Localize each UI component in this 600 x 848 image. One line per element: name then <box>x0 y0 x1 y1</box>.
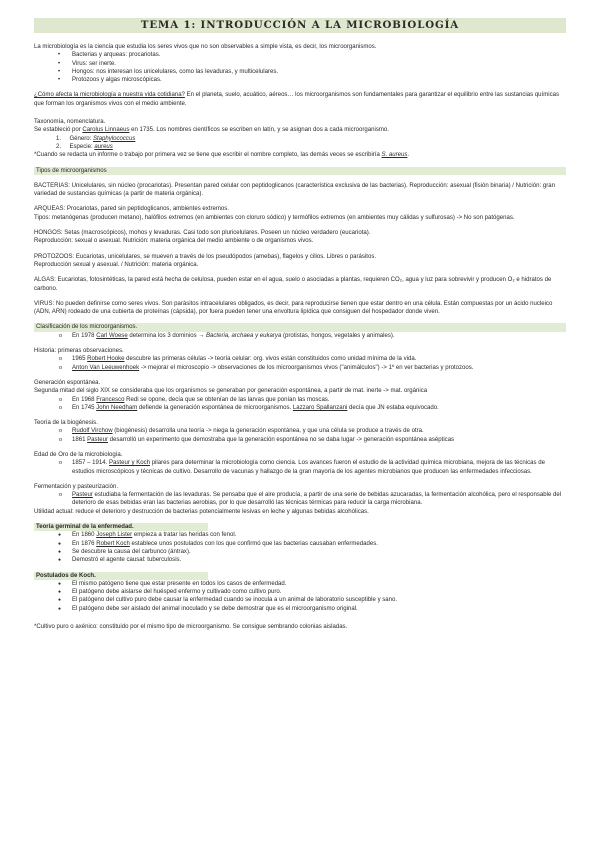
golden-age-heading: Edad de Oro de la microbiología. <box>34 451 123 458</box>
spallanzani-link[interactable]: Lazzaro Spallanzani <box>292 404 348 411</box>
history-heading: Historia: primeras observaciones. <box>34 348 124 355</box>
list-item: ● En 1876 Robert Koch establece unos postulados con los que confirmó que las bacterias causaban enfermedades. <box>34 540 566 548</box>
list-item: o 1965 Robert Hooke descubre las primeras células -> teoría celular: org. vivos están constituidos como unidad mínima de la vida. <box>34 355 566 363</box>
list-item: • Hongos: nos interesan los unicelulares, como las levaduras, y multicelulares. <box>34 68 566 76</box>
question-text: En el planeta, suelo, acuático, aéreos… los microorganismos son fundamentales para garantizar el equilibrio entre las sustancias químicas que forman los organismos vivos con el medio ambiente. <box>34 92 560 107</box>
germ-theory-heading: Teoría germinal de la enfermedad. <box>34 523 208 531</box>
lister-link[interactable]: Joseph Lister <box>96 532 133 539</box>
koch-postulates-heading: Postulados de Koch. <box>34 572 208 580</box>
biogenesis-heading: Teoría de la biogénesis. <box>34 420 98 427</box>
virus-paragraph: VIRUS: No pueden definirse como seres vivos. Son parásitos intracelulares obligados, es decir, para reproducirse tienen que estar dentro en una célula. Están compuestas por un ácido nucleico (ADN, ARN) rodeado de una cubierta de proteínas (cápsida), por fuera pueden tener una envoltura lipídica que consiguen del hospedador donde viven. <box>34 300 553 316</box>
pasteur-link[interactable]: Pasteur <box>72 492 93 499</box>
golden-age-list <box>34 459 566 476</box>
needham-link[interactable]: John Needham <box>96 404 138 411</box>
list-item: • Bacterias y arqueas: procariotas. <box>34 51 566 59</box>
s-aureus-link[interactable]: S. aureus <box>381 152 408 159</box>
types-heading: Tipos de microorganismos <box>34 167 566 175</box>
redi-link[interactable]: Francesco <box>96 396 125 403</box>
list-item: ● En 1860 Joseph Lister empieza a tratar las heridas con fenol. <box>34 531 566 539</box>
koch-postulates-list <box>34 580 566 613</box>
history-list <box>34 355 566 372</box>
arqueas-line-2: Tipos: metanógenas (producen metano), halófilos extremos (en ambientes con cloruro sódico) y termófilos extremos (en ambientes muy cálidas y sulfurosas) -> No son patógenas. <box>34 214 515 221</box>
footnote: *Cultivo puro o axénico: constituido por el mismo tipo de microorganismo. Se consigue sembrando colonias aisladas. <box>34 624 348 631</box>
list-item: ● Se descubre la causa del carbunco (ántrax). <box>34 548 566 556</box>
biogenesis-list <box>34 427 566 444</box>
list-item: o Pasteur estudiaba la fermentación de las levaduras. Se pensaba que el aire producía, a partir de una serie de bebidas azucaradas, la fermentación alcohólica, pero el responsable del deterioro de esas bebidas eran las bacterias aerobias, por lo que desarrolló las técnicas térmicas para reducir la carga microbiana. <box>34 491 566 508</box>
list-item: 1. Género: Staphylococcus <box>56 135 136 142</box>
intro-text: La microbiología es la ciencia que estudia los seres vivos que no son observables a simple vista, es decir, los microorganismos. <box>34 44 377 50</box>
list-item: ● El patógeno debe ser aislado del animal inoculado y se debe demostrar que es el microorganismo original. <box>34 605 566 613</box>
list-item: o En 1978 Carl Woese determina los 3 dominios → Bacteria, archaea y eukarya (protistas, hongos, vegetales y animales). <box>34 332 566 340</box>
woese-link[interactable]: Carl Woese <box>96 332 128 339</box>
hongos-line-2: Reproducción: sexual o asexual. Nutrición: materia orgánica del medio ambiente o de organismos vivos. <box>34 238 314 245</box>
pasteur-koch-link[interactable]: Pasteur y Koch <box>109 460 151 467</box>
spontaneous-intro: Segunda mitad del siglo XIX se consideraba que los organismos se generaban por generación espontánea, a partir de mat. inerte -> mat. orgánica <box>34 388 428 395</box>
pasteur-link[interactable]: Pasteur <box>87 436 108 443</box>
list-item: ● Demostró el agente causal: tuberculosis. <box>34 556 566 564</box>
page-title: TEMA 1: INTRODUCCIÓN A LA MICROBIOLOGÍA <box>34 18 566 33</box>
list-item: o 1857 – 1914. Pasteur y Koch pilares para determinar la microbiología como ciencia. Los avances fueron el estudio de la actividad química microbiana, mejora de las técnicas de estudios microscópicos y técnicas de cultivo. Desarrollo de vacunas y hallazgo de la gran mayoría de los agentes microbianos que producen las enfermedades infecciosas. <box>34 459 566 476</box>
spontaneous-list <box>34 396 566 413</box>
question-paragraph <box>34 91 566 108</box>
list-item: ● El mismo patógeno tiene que estar presente en todos los casos de enfermedad. <box>34 580 566 588</box>
list-item: o Rudolf Virchow (biogénesis) desarrolla una teoría -> niega la generación espontánea, y que una célula se produce a través de otra. <box>34 427 566 435</box>
taxonomy-heading: Taxonomía, nomenclatura. <box>34 119 106 126</box>
hooke-link[interactable]: Robert Hooke <box>87 356 125 363</box>
virchow-link[interactable]: Rudolf Virchow <box>72 428 113 435</box>
list-item: o En 1745 John Needham defiende la generación espontánea de microorganismos. Lazzaro Spallanzani decía que JN estaba equivocado. <box>34 404 566 412</box>
list-item: o 1861 Pasteur desarrolló un experimento que demostraba que la generación espontánea no se daba lugar -> generación espontánea asépticas <box>34 436 566 444</box>
fermentation-utility: Utilidad actual: reduce el deterioro y destrucción de bacterias potencialmente lesivas en leche y algunas bebidas alcohólicas. <box>34 508 369 515</box>
linnaeus-link[interactable]: Carolus Linnaeus <box>82 127 130 134</box>
taxonomy-list <box>34 135 566 152</box>
list-item: ● El patógeno del cultivo puro debe causar la enfermedad cuando se inocula a un animal de laboratorio susceptible y sano. <box>34 596 566 604</box>
taxonomy-line: Se estableció por Carolus Linnaeus en 1735. Los nombres científicos se escriben en latín, y se asignan dos a cada microorganismo. <box>34 127 389 134</box>
arqueas-line-1: ARQUEAS: Procariotas, pared sin peptidoglicanos, ambientes extremos. <box>34 206 229 213</box>
koch-link[interactable]: Robert Koch <box>96 540 130 547</box>
protozoos-line-1: PROTOZOOS: Eucariotas, unicelulares, se mueven a través de los pseudópodos (amebas), flagelos y cilios. Libres o parásitos. <box>34 253 377 260</box>
intro-bullet-list <box>34 51 566 84</box>
classification-list <box>34 332 566 340</box>
algas-paragraph: ALGAS: Eucariotas, fotosintéticas, la pared está hecha de celulosa, pueden estar en el agua, suelo o asociadas a plantas, requieren CO₂, agua y luz para sobrevivir y producen O₂ e hidratos de carbono. <box>34 277 552 292</box>
list-item: • Protozoos y algas microscópicas. <box>34 76 566 84</box>
taxonomy-note: *Cuando se redacta un informe o trabajo por primera vez se tiene que escribir el nombre completo, las demás veces se escribiría S. aureus. <box>34 152 410 159</box>
bacterias-paragraph: BACTERIAS: Unicelulares, sin núcleo (procariotas). Presentan pared celular con peptidoglicanos (característica exclusiva de las bacterias). Reproducción: asexual (fisión binaria) / Nutrición: gran variedad de sustancias químicas (a partir de materia orgánica). <box>34 182 555 198</box>
protozoos-line-2: Reproducción sexual y asexual. / Nutrición: materia orgánica. <box>34 261 199 268</box>
question-link[interactable]: ¿Cómo afecta la microbiología a nuestra vida cotidiana? <box>34 92 185 99</box>
list-item: o Anton Van Leeuwenhoek -> mejorar el microscopio -> observaciones de los microorganismos vivos ("animálculos") -> 1º en ver bacterias y protozoos. <box>34 364 566 372</box>
leeuwenhoek-link[interactable]: Anton Van Leeuwenhoek <box>72 364 140 371</box>
hongos-line-1: HONGOS: Setas (macroscópicos), mohos y levaduras. Casi todo son pluricelulares. Poseen un núcleo verdadero (eucariota). <box>34 230 371 237</box>
classification-heading: Clasificación de los microorganismos. <box>34 323 566 331</box>
list-item: • Virus: ser inerte. <box>34 60 566 68</box>
list-item: 2. Especie: aureus <box>56 143 113 150</box>
fermentation-heading: Fermentación y pasteurización. <box>34 483 119 490</box>
fermentation-list <box>34 491 566 508</box>
list-item: o En 1968 Francesco Redi se opone, decía que se obtenían de las larvas que ponían las moscas. <box>34 396 566 404</box>
list-item: ● El patógeno debe aislarse del huésped enfermo y cultivado como cultivo puro. <box>34 588 566 596</box>
spontaneous-heading: Generación espontánea. <box>34 379 101 386</box>
germ-theory-list <box>34 531 566 564</box>
